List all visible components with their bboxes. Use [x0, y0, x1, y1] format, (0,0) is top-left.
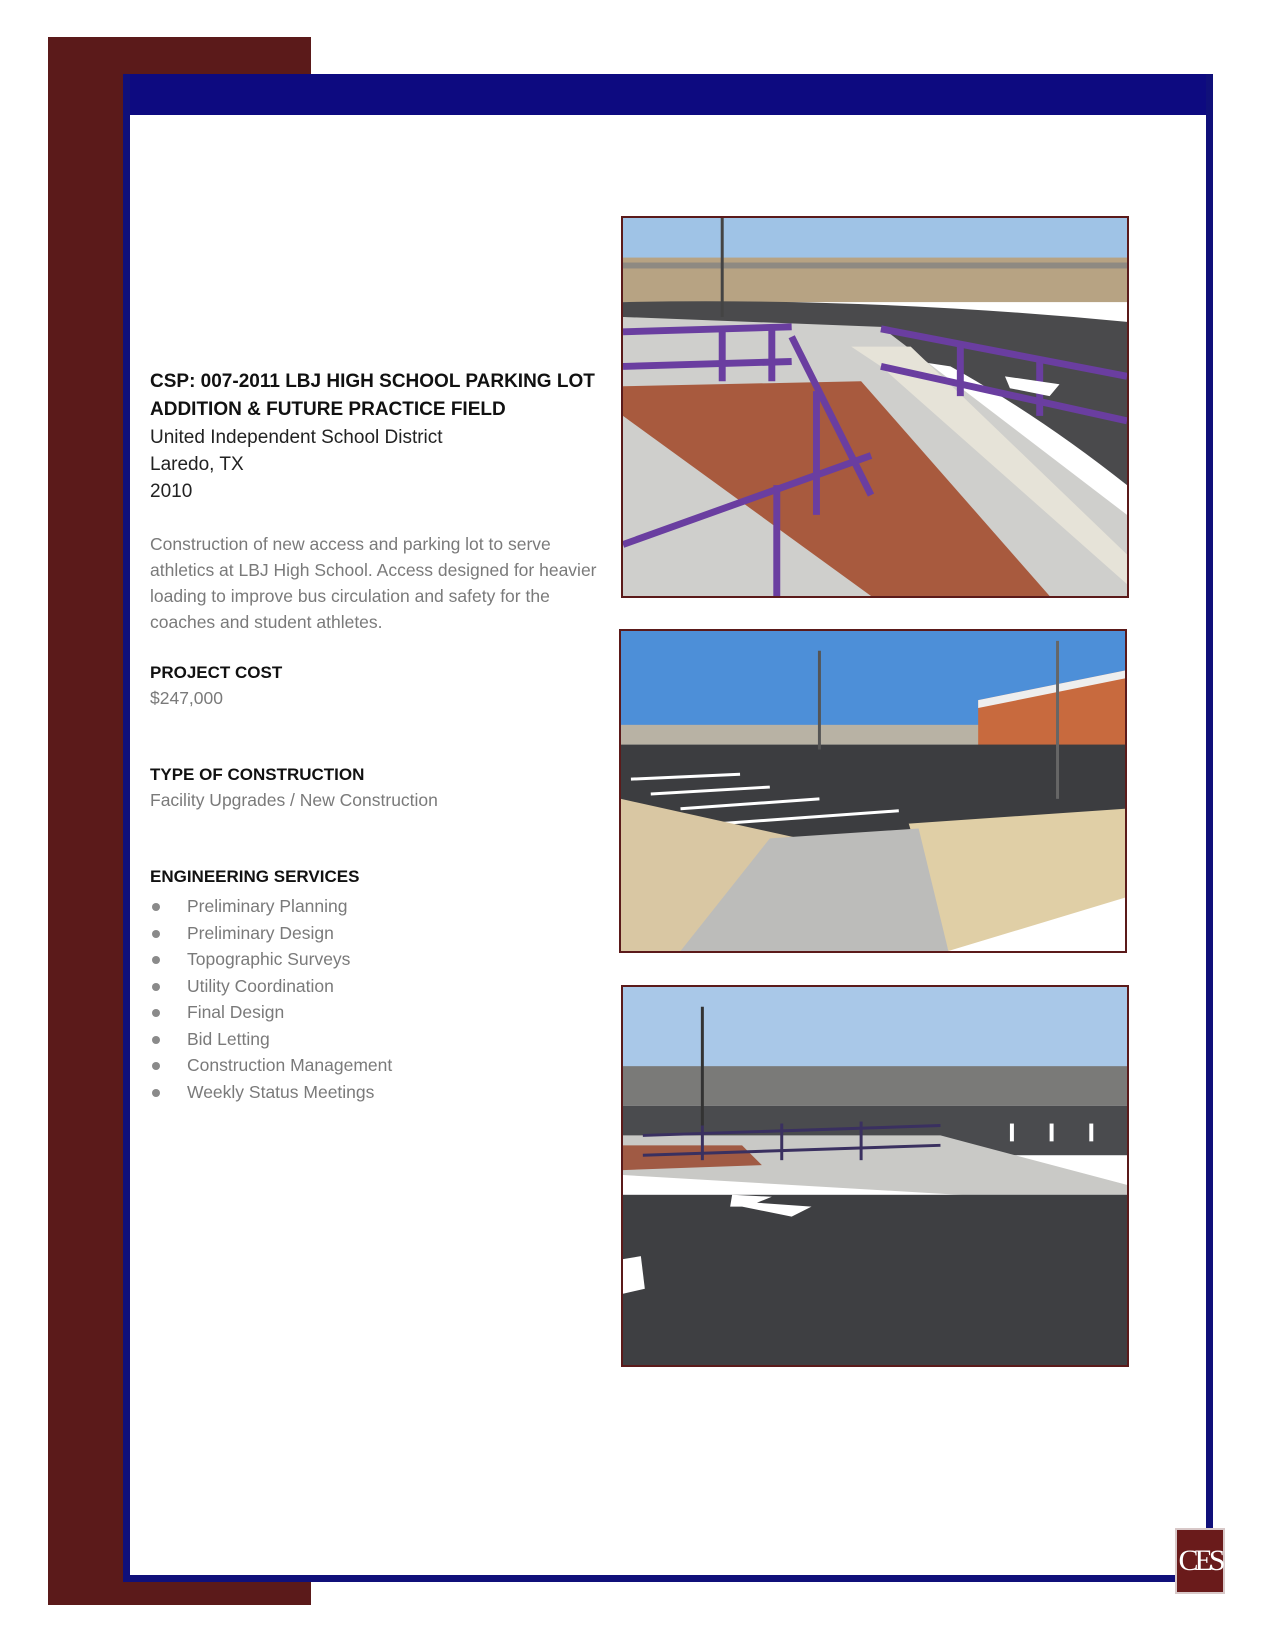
project-year: 2010 — [150, 481, 193, 502]
project-title-line2: ADDITION & FUTURE PRACTICE FIELD — [150, 399, 506, 420]
list-item: Construction Management — [150, 1052, 610, 1079]
list-item: Weekly Status Meetings — [150, 1079, 610, 1106]
list-item: Final Design — [150, 999, 610, 1026]
project-info — [150, 368, 610, 1105]
frame-header-bar — [130, 74, 1206, 115]
list-item: Preliminary Planning — [150, 893, 610, 920]
cost-label: PROJECT COST — [150, 663, 283, 682]
bullet-icon — [152, 930, 160, 938]
company-logo: CES — [1175, 1528, 1225, 1594]
photo-ramp-railings — [621, 216, 1129, 598]
bullet-icon — [152, 1089, 160, 1097]
project-title-line1: CSP: 007-2011 LBJ HIGH SCHOOL PARKING LOT — [150, 371, 595, 392]
list-item: Bid Letting — [150, 1026, 610, 1053]
bullet-icon — [152, 956, 160, 964]
project-description: Construction of new access and parking lot to serve athletics at LBJ High School. Access designed for heavier loading to improve bus circulation and safety for the coaches and student athletes. — [150, 534, 597, 632]
construction-label: TYPE OF CONSTRUCTION — [150, 765, 365, 784]
bullet-icon — [152, 1062, 160, 1070]
list-item: Utility Coordination — [150, 973, 610, 1000]
photo-parking-lot-houses — [621, 985, 1129, 1367]
bullet-icon — [152, 983, 160, 991]
photo-parking-lot-building — [619, 629, 1127, 953]
project-location: Laredo, TX — [150, 454, 244, 475]
bullet-icon — [152, 903, 160, 911]
bullet-icon — [152, 1009, 160, 1017]
cost-value: $247,000 — [150, 688, 223, 708]
list-item: Preliminary Design — [150, 920, 610, 947]
services-label: ENGINEERING SERVICES — [150, 867, 360, 886]
list-item: Topographic Surveys — [150, 946, 610, 973]
bullet-icon — [152, 1036, 160, 1044]
services-list — [150, 893, 610, 1105]
client-name: United Independent School District — [150, 427, 443, 448]
construction-value: Facility Upgrades / New Construction — [150, 790, 438, 810]
